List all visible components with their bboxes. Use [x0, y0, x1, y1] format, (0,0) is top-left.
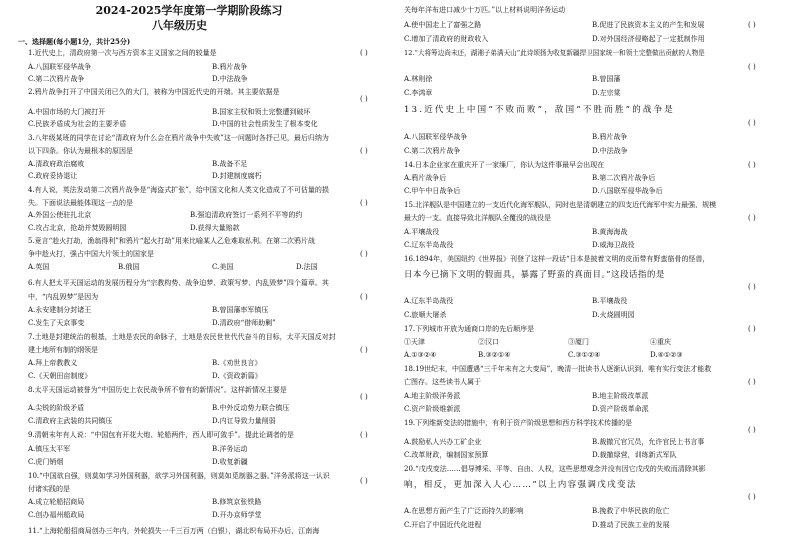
q12-option-c: C.李鸿章 — [404, 89, 433, 97]
q8-option-a: A.尖锐的阶级矛盾 — [28, 404, 85, 412]
q19-option-c: C.改革财政，编制国家预算 — [404, 451, 489, 459]
question-17-stem: 17.下列城市开放为通商口岸的先后顺序是 — [404, 325, 535, 333]
answer-paren: ( ) — [748, 119, 756, 127]
q1-option-d: D.中法战争 — [212, 75, 248, 83]
question-11-stem-cont: 关每年洋布进口减少十万匹。”以上材料说明洋务运动 — [404, 6, 566, 14]
q20-option-b: B.挽救了中华民族的危亡 — [592, 507, 670, 515]
question-8-stem: 8.太平天国运动被誉为“中国历史上农民战争所不曾有的新情况”。这样新情况主要是 — [28, 386, 287, 394]
q11-option-d: D.对外国经济侵略起了一定抵制作用 — [592, 35, 705, 43]
question-14-stem: 14.日本企业家在重庆开了一家缫厂，你认为这件事最早会出现在 — [404, 161, 605, 169]
q14-option-d: D.八国联军侵华战争后 — [592, 187, 663, 195]
answer-paren: ( ) — [748, 63, 756, 71]
q17-item-4: ④重庆 — [650, 338, 671, 346]
question-2-stem: 2.鸦片战争打开了中国关闭已久的大门，被称为中国近代史的开端。其主要依据是 — [28, 88, 280, 96]
q19-option-b: B.裁撤冗官冗员，允许官民上书言事 — [592, 438, 705, 446]
q3-option-a: A.清政府政治腐败 — [28, 160, 85, 168]
q14-option-c: C.甲午中日战争后 — [404, 187, 461, 195]
q7-option-b: B.《劝世良言》 — [212, 359, 262, 367]
q11-option-a: A.使中国走上了富强之路 — [404, 21, 482, 29]
q13-option-a: A.八国联军侵华战争 — [404, 133, 468, 141]
question-16-stem: 16.1894年，美国纽约《世界报》刊登了这样一段话“日本是披着文明的皮而带有野蛮筋骨的怪兽， — [404, 255, 710, 263]
page-title: 2024-2025学年度第一学期阶段练习 — [95, 4, 283, 17]
q7-option-a: A.拜上帝教教义 — [28, 359, 78, 367]
q12-option-d: D.左宗棠 — [592, 89, 621, 97]
q3-option-c: C.政府妥协退让 — [28, 172, 78, 180]
q4-option-c: C.攻占北京，抢劫并焚毁圆明园 — [28, 224, 127, 232]
question-15-stem-cont: 最大的一支。直接导致北洋舰队全覆没的战役是 — [404, 214, 551, 222]
question-4-stem: 4.有人说，英法发动第二次鸦片战争是“海盗式扩张”，给中国文化和人类文化造成了不可估量的损 — [28, 186, 329, 194]
q16-option-c: C.旅顺大屠杀 — [404, 311, 447, 319]
question-18-stem: 18.19世纪末，中国遭遇“三千年未有之大变局”，晚清一批读书人逐渐认识到，唯有实行变法才能救 — [404, 365, 712, 373]
answer-paren: ( ) — [360, 49, 368, 57]
q3-option-d: D.封建制度腐朽 — [212, 172, 262, 180]
question-5-stem-cont: 争中趁火打，强占中国大片领土的国家是 — [28, 250, 154, 258]
q4-option-b: B.强迫清政府签订一系列不平等的约 — [190, 211, 303, 219]
answer-paren: ( ) — [360, 250, 368, 258]
q15-option-d: D.威海卫战役 — [592, 241, 635, 249]
page-subtitle: 八年级历史 — [152, 19, 207, 32]
q10-option-c: C.创办福州船政局 — [28, 511, 85, 519]
q10-option-d: D.开办京师学堂 — [212, 511, 262, 519]
q1-option-a: A.八国联军侵华战争 — [28, 63, 92, 71]
q20-option-d: D.推动了民族工业的发展 — [592, 521, 670, 529]
answer-paren: ( ) — [748, 426, 756, 434]
q15-option-b: B.黄海海战 — [592, 228, 628, 236]
q16-option-a: A.辽东半岛战役 — [404, 297, 454, 305]
q17-option-b: B.③②①④ — [478, 351, 511, 359]
answer-paren: ( ) — [360, 346, 368, 354]
q6-option-b: B.曾国藩率军镇压 — [212, 306, 269, 314]
q7-option-d: D.《资政新篇》 — [212, 372, 262, 380]
q5-option-c: C.美国 — [212, 263, 234, 271]
question-16-stem-cont: 日本今已摘下文明的假面具，暴露了野蛮的真面目。”这段话指的是 — [404, 269, 665, 279]
answer-paren: ( ) — [748, 283, 756, 291]
q9-option-d: D.收复新疆 — [212, 458, 248, 466]
q17-option-a: A.①③②④ — [404, 351, 437, 359]
answer-paren: ( ) — [360, 147, 368, 155]
q4-option-a: A.外国公使驻扎北京 — [28, 211, 92, 219]
question-7-stem: 7.土地是封建统治的根基，土地是农民的命脉子，土地是农民世世代代奋斗的目标，太平天国反对封 — [28, 333, 336, 341]
answer-paren: ( ) — [748, 378, 756, 386]
q18-option-c: C.资产阶级维新派 — [404, 405, 461, 413]
question-7-stem-cont: 建土地所有制的纲领是 — [28, 346, 98, 354]
q16-option-d: D.火烧圆明园 — [592, 311, 635, 319]
answer-paren: ( ) — [748, 21, 756, 29]
question-1-stem: 1.近代史上，清政府第一次与西方资本主义国家之间的较量是 — [28, 49, 217, 57]
answer-paren: ( ) — [360, 199, 368, 207]
q11-option-b: B.促进了民族资本主义的产生和发展 — [592, 21, 705, 29]
q19-option-d: D.裁撤绿营，训练新式军队 — [592, 451, 677, 459]
q6-option-c: C.发生了天京事变 — [28, 319, 85, 327]
answer-paren: ( ) — [360, 293, 368, 301]
question-11-stem: 11.“上海轮船招商局创办三年内，外轮损失一千三百万两（白银），湖北织布局开办后，江南海 — [28, 527, 320, 535]
q1-option-b: B.鸦片战争 — [212, 63, 248, 71]
question-3-stem: 3.八年级某班的同学在讨论“清政府为什么会在鸦片战争中失败”这一问题时各抒己见，最后归纳为 — [28, 134, 329, 142]
q15-option-c: C.辽东半岛战役 — [404, 241, 454, 249]
question-10-stem: 10.“中国欲自强，则莫如学习外国利器，欲学习外国利器，则莫如觅制器之器。”洋务派将这一认识 — [28, 472, 330, 480]
answer-paren: ( ) — [360, 95, 368, 103]
answer-paren: ( ) — [360, 393, 368, 401]
q18-option-b: B.地主阶级改革派 — [592, 392, 649, 400]
q10-option-a: A.成立轮船招商局 — [28, 498, 85, 506]
answer-paren: ( ) — [748, 161, 756, 169]
section-heading: 一、选择题(每小题1分，共计25分) — [18, 37, 131, 46]
q5-option-a: A.英国 — [28, 263, 50, 271]
q14-option-a: A.鸦片战争后 — [404, 174, 447, 182]
q2-option-a: A.中国市场的大门被打开 — [28, 108, 106, 116]
answer-paren: ( ) — [748, 325, 756, 333]
q13-option-c: C.第二次鸦片战争 — [404, 147, 461, 155]
q6-option-d: D.清政府“借师助剿” — [212, 319, 276, 327]
q20-option-a: A.在思想方面产生了广泛而持久的影响 — [404, 507, 524, 515]
q13-option-d: D.中法战争 — [592, 147, 628, 155]
q3-option-b: B.战备不足 — [212, 160, 248, 168]
q18-option-a: A.地主阶级洋务派 — [404, 392, 461, 400]
q17-option-d: D.④①②③ — [650, 351, 683, 359]
q8-option-d: D.内讧导致力量削弱 — [212, 417, 276, 425]
q17-item-2: ②汉口 — [478, 338, 499, 346]
q1-option-c: C.第二次鸦片战争 — [28, 75, 85, 83]
q14-option-b: B.第二次鸦片战争后 — [592, 174, 656, 182]
question-20-stem-cont: 响，相反，更加深入人心……”以上内容强调戊戌变法 — [404, 479, 637, 489]
q20-option-c: C.开启了中国近代化进程 — [404, 521, 482, 529]
q9-option-b: B.洋务运动 — [212, 445, 248, 453]
q7-option-c: C.《天朝田亩制度》 — [28, 372, 92, 380]
answer-paren: ( ) — [360, 431, 368, 439]
q16-option-b: B.平壤战役 — [592, 297, 628, 305]
question-3-stem-cont: 以下四条。你认为最根本的原因是 — [28, 147, 133, 155]
q2-option-b: B.国家主权和领土完整遭到破坏 — [212, 108, 311, 116]
q9-option-c: C.虎门销烟 — [28, 458, 64, 466]
q13-option-b: B.鸦片战争 — [592, 133, 628, 141]
q18-option-d: D.资产阶级革命派 — [592, 405, 649, 413]
q15-option-a: A.平壤战役 — [404, 228, 440, 236]
question-9-stem: 9.清朝末年有人说：“中国包有开花大炮、轮船两件，西人即可敛手”。提此论调者的是 — [28, 431, 294, 439]
q2-option-d: D.中国的社会性质发生了根本变化 — [212, 120, 318, 128]
q19-option-a: A.鼓励私人兴办工矿企业 — [404, 438, 482, 446]
q5-option-d: D.法国 — [296, 263, 318, 271]
answer-paren: ( ) — [748, 214, 756, 222]
answer-paren: ( ) — [360, 477, 368, 485]
question-12-stem: 12.“大将筹边尚未还，湖湘子弟满天山”此诗颂扬为收复新疆捍卫国家统一和领土完整做出贡献的人物是 — [404, 49, 705, 57]
q11-option-c: C.增加了清政府的财政收入 — [404, 35, 489, 43]
question-18-stem-cont: 亡图存。这些读书人属于 — [404, 378, 481, 386]
q9-option-a: A.镇压太平军 — [28, 445, 71, 453]
q5-option-b: B.俄国 — [118, 263, 140, 271]
q17-option-c: C.③①②④ — [568, 351, 601, 359]
q12-option-a: A.林则徐 — [404, 75, 433, 83]
question-15-stem: 15.北洋舰队是中国建立的一支近代化海军舰队，同时也是清朝建立的四支近代海军中实力最强、规模 — [404, 201, 717, 209]
q17-item-1: ①天津 — [404, 338, 425, 346]
q10-option-b: B.修筑京张铁路 — [212, 498, 262, 506]
q8-option-c: C.清政府主武装的共同镇压 — [28, 417, 113, 425]
question-19-stem: 19.下列维新变法的措施中，有利于资产阶级思想和西方科学技术传播的是 — [404, 419, 633, 427]
question-6-stem-cont: 中，“内乱毁梦”是因为 — [28, 293, 99, 301]
question-13-stem: 13.近代史上中国“不败而败”，敌国“不胜而胜”的战争是 — [404, 105, 676, 115]
question-20-stem: 20.“戊戌变法……倡导博采、平等、自由、人权，这些思想观念并没有因它戊戌的失败而清除其影 — [404, 465, 706, 473]
q8-option-b: B.中外反动势力联合镇压 — [212, 404, 290, 412]
q6-option-a: A.永安建制分封诸王 — [28, 306, 92, 314]
q2-option-c: C.民族矛盾成为社会的主要矛盾 — [28, 120, 127, 128]
q17-item-3: ③厦门 — [568, 338, 589, 346]
question-5-stem: 5.竟言“趁火打劫，渔翁得利”和鸦片“起火打劫”用来比喻某人乙危难取私利。在第二次鸦片战 — [28, 237, 315, 245]
q12-option-b: B.曾国藩 — [592, 75, 621, 83]
question-6-stem: 6.有人把太平天国运动的发展历程分为“宗教构势、战争迫梦、政策写梦、内乱毁梦”四个篇章。其 — [28, 279, 329, 287]
question-4-stem-cont: 失。下面说法最能体现这一点的是 — [28, 199, 133, 207]
question-10-stem-cont: 付诸实践的是 — [28, 485, 70, 493]
q4-option-d: D.获得大量赔款 — [190, 224, 240, 232]
answer-paren: ( ) — [748, 493, 756, 501]
